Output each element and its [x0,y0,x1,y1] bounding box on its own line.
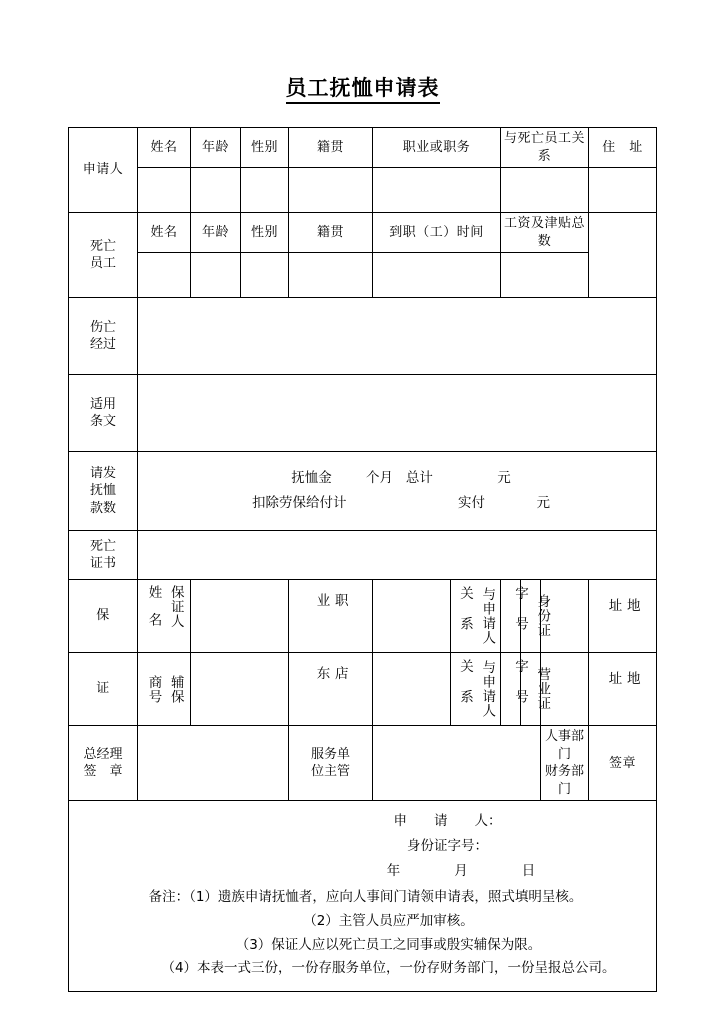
guarantor-occupation-value[interactable] [373,580,451,653]
unit-supervisor-value[interactable] [373,726,541,801]
applicant-origin-header: 籍贯 [289,128,373,168]
compensation-form-table [68,127,657,992]
deceased-start-date-header: 到职（工）时间 [373,213,501,253]
applicant-gender-value[interactable] [241,168,289,213]
payment-label-line2: 抚恤 [89,483,116,499]
unit-supervisor-label-line1: 服务单 [311,746,351,762]
guarantor-occupation-label [289,580,373,653]
guarantor-shop-row [69,653,657,726]
deceased-age-header: 年龄 [191,213,241,253]
guarantor-relation-label-left-text: 关系 [457,585,474,647]
guarantor-relation-label-left [456,586,473,647]
guarantor-shop-label-left [144,675,161,704]
deceased-label-line1: 死亡 [89,238,116,254]
applicant-label: 申请人 [69,128,138,213]
certificate-label-line2: 证书 [89,556,116,572]
guarantor-address-label [589,580,657,653]
certificate-value[interactable] [138,531,657,580]
gm-signature-label-line1: 总经理 [83,746,123,762]
hr-department-label: 人事部门 [545,729,585,762]
deceased-name-header: 姓名 [138,213,191,253]
certificate-label-line1: 死亡 [89,538,116,554]
certificate-row [69,531,657,580]
deceased-gender-header: 性别 [241,213,289,253]
guarantor-id-label-left [511,586,528,647]
guarantor-name-label-right-text: 保证人 [167,585,184,629]
guarantee-label-top: 保 [69,580,138,653]
applicant-occupation-header: 职业或职务 [373,128,501,168]
guarantor-license-label [512,653,551,726]
deceased-label-line2: 员工 [89,256,116,272]
gm-signature-label [69,726,138,801]
guarantor-shop-label-left-text: 商号 [145,674,162,704]
note-line-4: （4）本表一式三份，一份存服务单位，一份存财务部门，一份呈报总公司。 [161,960,616,977]
guarantor-owner-label-text: 店东 [313,666,348,712]
casualty-row [69,298,657,375]
note-line-1 [75,886,656,910]
applicant-relation-value[interactable] [501,168,589,213]
deceased-origin-header: 籍贯 [289,213,373,253]
page-title-wrap [0,76,725,104]
guarantee-label-bottom: 证 [69,653,138,726]
payment-line-2: 扣除劳保给付计 实付 元 [251,495,551,512]
gm-signature-value[interactable] [138,726,289,801]
departments-label [541,726,589,801]
deceased-salary-value[interactable] [501,253,589,298]
deceased-age-value[interactable] [191,253,241,298]
casualty-label [69,298,138,375]
provision-label-line1: 适用 [89,396,116,412]
provision-row [69,375,657,452]
applicant-occupation-value[interactable] [373,168,501,213]
applicant-signature-line: 申 请 人： [393,813,502,830]
finance-department-label: 财务部门 [545,764,585,797]
guarantor-shop-relation-left-text: 关系 [457,658,474,720]
notes-prefix: 备注： [148,889,190,906]
guarantor-license-left-text: 字号 [512,658,529,720]
note-line-2: （2）主管人员应严加审核。 [303,912,474,929]
guarantor-license-right-text: 营业证 [534,667,551,711]
guarantor-id-label-right [533,594,550,638]
deceased-name-value[interactable] [138,253,191,298]
provision-label-line2: 条文 [89,414,116,430]
unit-supervisor-label-line2: 位主管 [311,764,351,780]
casualty-label-line1: 伤亡 [89,319,116,335]
guarantor-name-label [138,580,191,653]
guarantor-relation-label-right [478,587,495,645]
payment-label [69,452,138,531]
payment-label-line1: 请发 [89,465,116,481]
guarantor-owner-value[interactable] [373,653,451,726]
deceased-value-row [69,253,657,298]
guarantor-license-label-right [533,667,550,711]
guarantor-id-label [512,580,551,653]
guarantor-name-label-right [167,585,184,647]
guarantor-shop-label-right [167,675,184,704]
guarantor-address-label-text: 地址 [605,598,640,634]
applicant-address-value[interactable] [589,168,657,213]
unit-supervisor-label [289,726,373,801]
guarantor-shop-label-right-text: 辅保 [167,674,184,704]
applicant-id-line: 身份证字号： [407,838,488,855]
deceased-start-date-value[interactable] [373,253,501,298]
guarantor-shop-value[interactable] [191,653,289,726]
guarantor-occupation-label-text: 职业 [313,593,348,639]
guarantor-shop-relation-label-right [478,660,495,718]
deceased-extra-cell[interactable] [589,213,657,298]
deceased-header-row [69,213,657,253]
applicant-header-row [69,128,657,168]
seal-label: 签章 [589,726,657,801]
applicant-gender-header: 性别 [241,128,289,168]
guarantor-owner-label [289,653,373,726]
casualty-value[interactable] [138,298,657,375]
footer-row [69,801,657,991]
payment-label-line3: 款数 [89,500,116,516]
guarantor-id-label-right-text: 身份证 [534,594,551,638]
guarantor-shop-relation-label [451,653,501,726]
guarantor-relation-label [451,580,501,653]
guarantor-name-value[interactable] [191,580,289,653]
guarantor-name-label-left [144,585,161,647]
gm-signature-label-line2: 签 章 [83,764,123,780]
footer-cell [69,801,657,991]
guarantor-person-row [69,580,657,653]
guarantor-id-label-left-text: 字号 [512,585,529,647]
casualty-label-line2: 经过 [89,337,116,353]
applicant-date-line: 年 月 日 [359,863,536,880]
applicant-value-row [69,168,657,213]
applicant-name-header: 姓名 [138,128,191,168]
guarantor-shop-address-label-text: 地址 [605,671,640,707]
guarantor-shop-address-label [589,653,657,726]
applicant-name-value[interactable] [138,168,191,213]
guarantor-shop-label [138,653,191,726]
note-text-1: （1）遗族申请抚恤者，应向人事间门请领申请表，照式填明呈核。 [189,889,583,906]
deceased-salary-header: 工资及津贴总数 [501,213,589,253]
signature-row [69,726,657,801]
deceased-label [69,213,138,298]
deceased-origin-value[interactable] [289,253,373,298]
certificate-label [69,531,138,580]
applicant-age-value[interactable] [191,168,241,213]
applicant-relation-header: 与死亡员工关系 [501,128,589,168]
page-title: 员工抚恤申请表 [286,76,440,104]
guarantor-license-label-left [511,659,528,720]
guarantor-name-label-left-text: 姓名 [145,585,162,641]
applicant-age-header: 年龄 [191,128,241,168]
payment-line-1: 抚恤金 个月 总计 元 [291,469,511,486]
payment-row [69,452,657,531]
guarantor-relation-label-right-text: 与申请人 [479,587,496,646]
applicant-address-header: 住 址 [589,128,657,168]
applicant-origin-value[interactable] [289,168,373,213]
note-line-3: （3）保证人应以死亡员工之同事或殷实辅保为限。 [235,936,542,953]
provision-label [69,375,138,452]
deceased-gender-value[interactable] [241,253,289,298]
guarantor-shop-relation-label-left [456,659,473,720]
guarantor-shop-relation-right-text: 与申请人 [479,660,496,719]
payment-detail-cell[interactable] [138,452,657,531]
notes-block [69,886,656,981]
provision-value[interactable] [138,375,657,452]
